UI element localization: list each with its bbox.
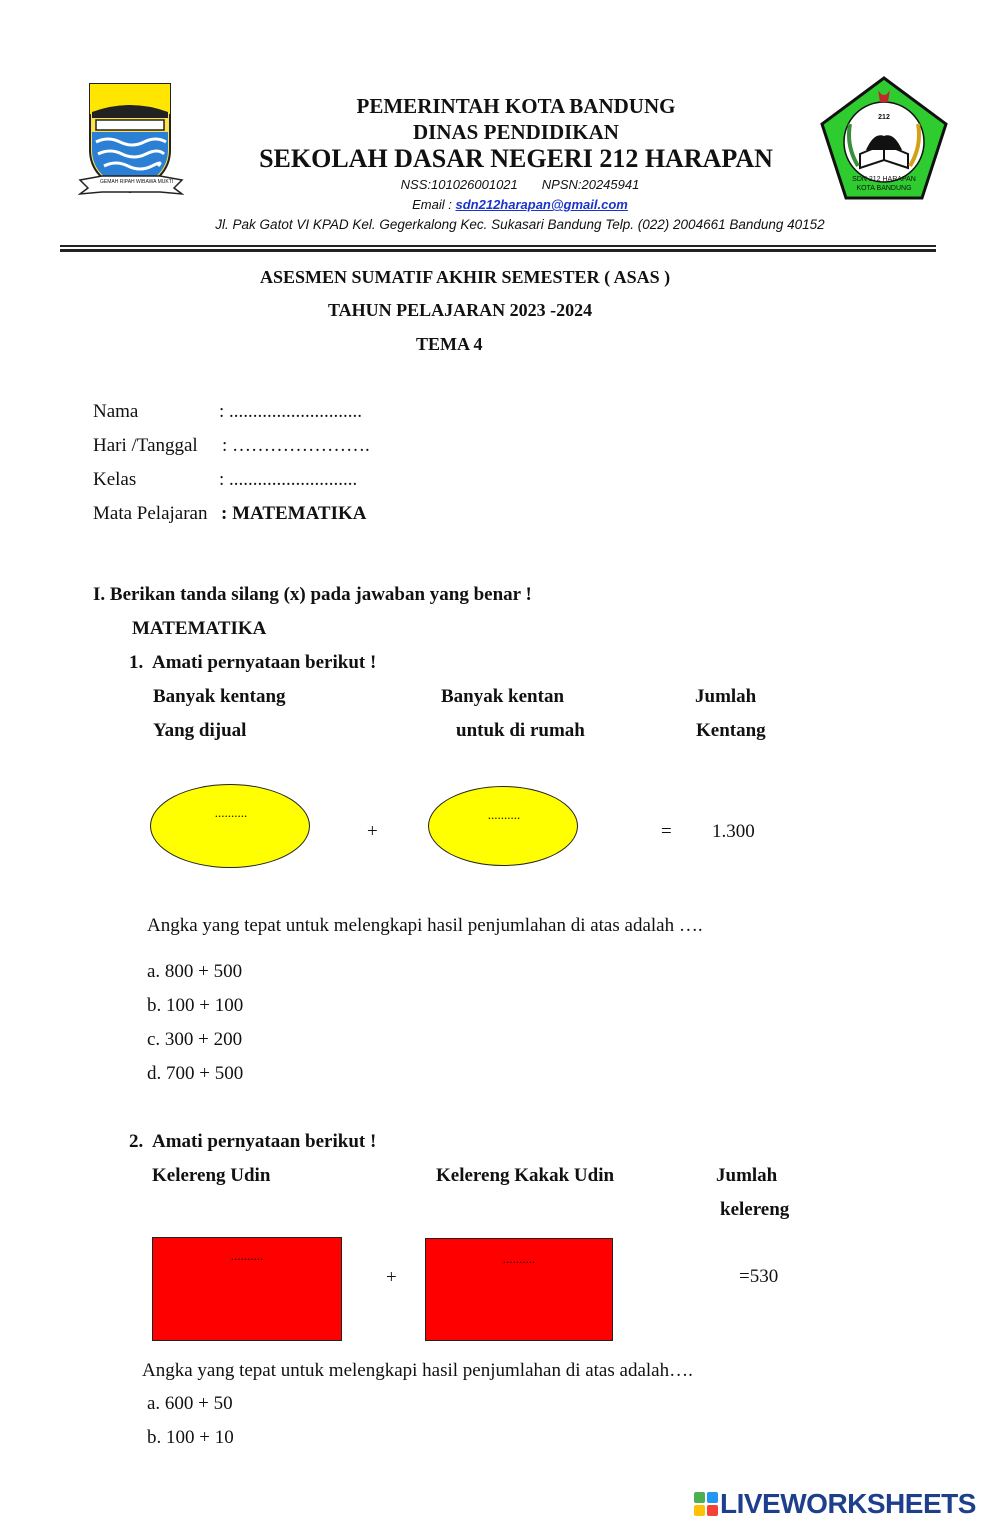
value-mata-pelajaran: : MATEMATIKA xyxy=(221,503,367,524)
school-logo-text2: KOTA BANDUNG xyxy=(856,185,912,192)
q1-col1-line1: Banyak kentang xyxy=(153,686,286,707)
label-hari-tanggal: Hari /Tanggal xyxy=(93,435,198,456)
q1-prompt: Amati pernyataan berikut ! xyxy=(152,652,377,673)
section-instruction: I. Berikan tanda silang (x) pada jawaban yang benar ! xyxy=(93,584,532,605)
header-rule-bottom xyxy=(60,249,936,252)
section-subject: MATEMATIKA xyxy=(132,618,267,639)
q1-option-c[interactable]: c. 300 + 200 xyxy=(147,1029,243,1050)
q2-col3-line1: Jumlah xyxy=(716,1165,778,1186)
q1-option-a[interactable]: a. 800 + 500 xyxy=(147,961,243,982)
q1-question: Angka yang tepat untuk melengkapi hasil penjumlahan di atas adalah …. xyxy=(147,915,703,936)
q1-blank-2: .......... xyxy=(487,807,521,822)
liveworksheets-logo-icon xyxy=(694,1492,718,1516)
label-kelas: Kelas xyxy=(93,469,137,490)
q2-prompt: Amati pernyataan berikut ! xyxy=(152,1131,377,1152)
address: Jl. Pak Gatot VI KPAD Kel. Gegerkalong Kec. Sukasari Bandung Telp. (022) 2004661 Bandung 40152 xyxy=(215,217,825,232)
q2-option-a[interactable]: a. 600 + 50 xyxy=(147,1393,233,1414)
q1-option-d[interactable]: d. 700 + 500 xyxy=(147,1063,244,1084)
email-label: Email : xyxy=(412,197,452,212)
q2-col1: Kelereng Udin xyxy=(152,1165,271,1186)
q1-answer-ellipse-2[interactable] xyxy=(428,786,578,866)
q1-blank-1: .......... xyxy=(214,805,248,820)
q2-blank-2: .......... xyxy=(502,1251,536,1266)
crest-motto: GEMAH RIPAH WIBAWA MUKTI xyxy=(100,179,174,185)
q2-option-b[interactable]: b. 100 + 10 xyxy=(147,1427,234,1448)
npsn-code: NPSN:20245941 xyxy=(541,177,640,192)
q2-number: 2. xyxy=(129,1131,144,1152)
q1-answer-ellipse-1[interactable] xyxy=(150,784,310,868)
q1-equals: = xyxy=(661,821,672,842)
q1-option-b[interactable]: b. 100 + 100 xyxy=(147,995,244,1016)
email-line xyxy=(20,197,1000,212)
school-codes xyxy=(20,177,1000,192)
school-logo-number: 212 xyxy=(878,114,890,121)
q1-total: 1.300 xyxy=(712,821,755,842)
q1-col2-line2: untuk di rumah xyxy=(456,720,585,741)
value-hari-tanggal[interactable]: : …………………. xyxy=(222,435,370,456)
q1-col1-line2: Yang dijual xyxy=(153,720,247,741)
q1-number: 1. xyxy=(129,652,144,673)
liveworksheets-brand[interactable]: LIVEWORKSHEETS xyxy=(720,1488,976,1519)
q2-answer-box-1[interactable] xyxy=(152,1237,342,1341)
q2-blank-1: .......... xyxy=(230,1248,264,1263)
exam-title: ASESMEN SUMATIF AKHIR SEMESTER ( ASAS ) xyxy=(260,267,671,287)
q1-col2-line1: Banyak kentan xyxy=(441,686,565,707)
header-line2: DINAS PENDIDIKAN xyxy=(413,120,619,144)
school-logo-text1: SDN 212 HARAPAN xyxy=(852,176,916,183)
q2-col2: Kelereng Kakak Udin xyxy=(436,1165,615,1186)
q2-col3-line2: kelereng xyxy=(720,1199,790,1220)
q2-total: =530 xyxy=(739,1266,779,1287)
label-nama: Nama xyxy=(93,401,139,422)
q2-answer-box-2[interactable] xyxy=(425,1238,613,1341)
q1-plus: + xyxy=(367,821,378,842)
label-mata-pelajaran: Mata Pelajaran xyxy=(93,503,208,524)
theme-title: TEMA 4 xyxy=(416,334,483,354)
q2-plus: + xyxy=(386,1267,397,1288)
email-link[interactable]: sdn212harapan@gmail.com xyxy=(455,197,628,212)
header-line1: PEMERINTAH KOTA BANDUNG xyxy=(356,94,676,118)
school-name: SEKOLAH DASAR NEGERI 212 HARAPAN xyxy=(259,144,773,173)
school-year: TAHUN PELAJARAN 2023 -2024 xyxy=(328,300,593,320)
q1-col3-line2: Kentang xyxy=(696,720,766,741)
header-rule-top xyxy=(60,245,936,247)
nss-code: NSS:101026001021 xyxy=(400,177,518,192)
value-kelas[interactable]: : ........................... xyxy=(219,469,358,490)
q1-col3-line1: Jumlah xyxy=(695,686,757,707)
q2-question: Angka yang tepat untuk melengkapi hasil penjumlahan di atas adalah…. xyxy=(142,1360,693,1381)
value-nama[interactable]: : ............................ xyxy=(219,401,363,422)
